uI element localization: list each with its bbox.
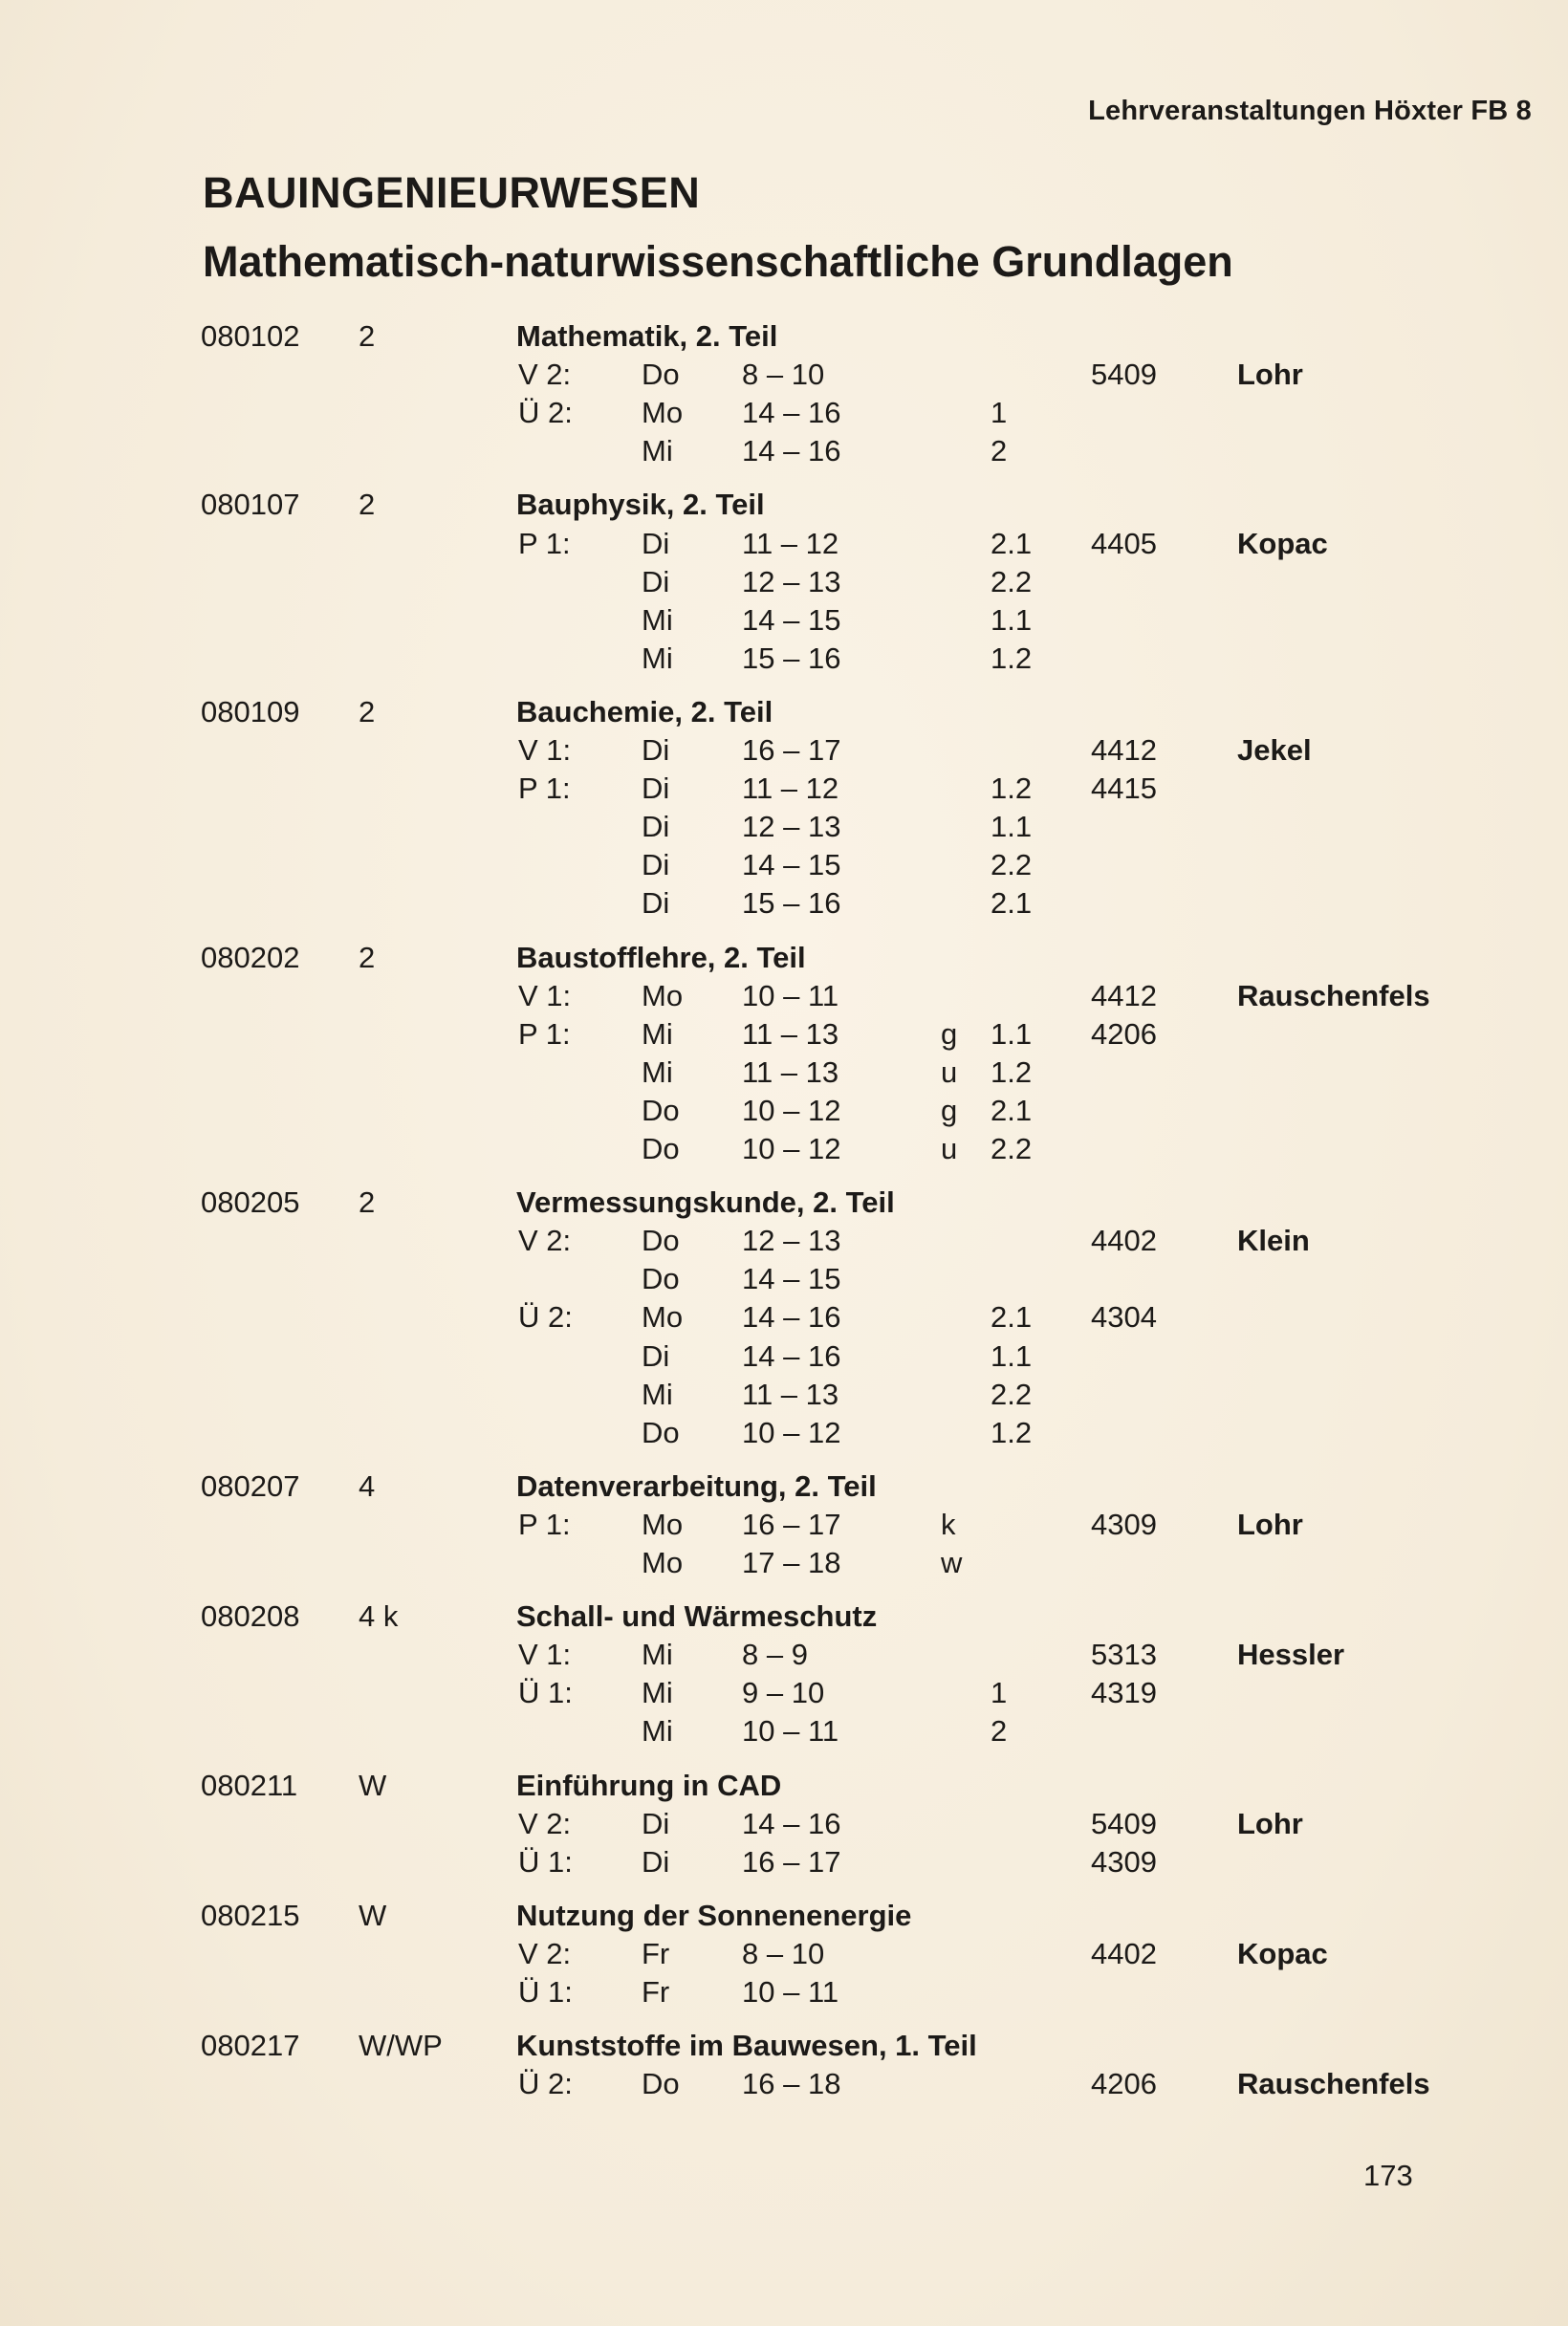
course-title: Vermessungskunde, 2. Teil <box>516 1185 895 1220</box>
session-day: Mi <box>642 434 673 468</box>
session-day: Di <box>642 733 670 767</box>
session-day: Di <box>642 772 670 806</box>
course-header-row <box>0 693 1568 731</box>
session-flag: u <box>941 1054 958 1089</box>
session-group: 2.1 <box>991 526 1033 560</box>
session-room: 4412 <box>1091 733 1157 767</box>
session-time: 14 – 16 <box>742 434 841 468</box>
session-type: V 2: <box>518 358 572 392</box>
session-time: 11 – 12 <box>742 772 839 806</box>
session-time: 14 – 16 <box>742 1806 841 1840</box>
session-time: 10 – 12 <box>742 1093 841 1127</box>
course-title: Mathematik, 2. Teil <box>516 319 778 353</box>
session-row <box>0 846 1568 884</box>
course-header-row <box>0 2027 1568 2065</box>
session-row <box>0 770 1568 808</box>
session-lecturer: Hessler <box>1237 1638 1345 1672</box>
session-type: Ü 2: <box>518 396 573 430</box>
session-row <box>0 601 1568 640</box>
session-room: 5409 <box>1091 1806 1157 1840</box>
session-row <box>0 640 1568 678</box>
session-row <box>0 1544 1568 1582</box>
session-time: 16 – 18 <box>742 2067 841 2101</box>
session-day: Do <box>642 1224 680 1258</box>
course-hours: W/WP <box>359 2029 443 2063</box>
session-type: Ü 1: <box>518 1676 573 1710</box>
course-hours: 2 <box>359 1185 376 1220</box>
session-day: Mo <box>642 1546 684 1579</box>
session-day: Di <box>642 1338 670 1373</box>
session-row <box>0 1376 1568 1414</box>
course-title: Datenverarbeitung, 2. Teil <box>516 1468 877 1503</box>
session-group: 2.1 <box>991 1093 1033 1127</box>
course-header-row <box>0 939 1568 977</box>
session-room: 4309 <box>1091 1507 1157 1541</box>
session-row <box>0 1130 1568 1168</box>
session-room: 4415 <box>1091 772 1157 806</box>
course-header-row <box>0 486 1568 524</box>
session-day: Fr <box>642 1936 670 1970</box>
session-time: 10 – 11 <box>742 1714 839 1749</box>
session-row <box>0 731 1568 770</box>
session-group: 2.1 <box>991 1300 1033 1335</box>
session-type: P 1: <box>518 1016 571 1051</box>
session-group: 1.1 <box>991 1338 1033 1373</box>
course-title: Kunststoffe im Bauwesen, 1. Teil <box>516 2029 977 2063</box>
course-number: 080211 <box>201 1768 298 1802</box>
course-number: 080207 <box>201 1468 300 1503</box>
course-number: 080202 <box>201 940 300 974</box>
session-type: V 1: <box>518 1638 572 1672</box>
session-group: 1 <box>991 1676 1008 1710</box>
session-row <box>0 884 1568 923</box>
course-header-row <box>0 317 1568 356</box>
course-hours: 2 <box>359 940 376 974</box>
session-type: V 2: <box>518 1224 572 1258</box>
course-title: Bauchemie, 2. Teil <box>516 694 773 728</box>
session-time: 17 – 18 <box>742 1546 841 1579</box>
session-lecturer: Lohr <box>1237 1507 1303 1541</box>
session-day: Do <box>642 358 680 392</box>
session-time: 14 – 15 <box>742 602 841 637</box>
session-room: 4304 <box>1091 1300 1157 1335</box>
session-time: 8 – 9 <box>742 1638 808 1672</box>
session-time: 10 – 11 <box>742 1975 839 2009</box>
session-lecturer: Kopac <box>1237 526 1328 560</box>
session-day: Di <box>642 886 670 921</box>
session-day: Do <box>642 2067 680 2101</box>
session-lecturer: Kopac <box>1237 1936 1328 1970</box>
session-type: P 1: <box>518 526 571 560</box>
session-row <box>0 1506 1568 1544</box>
session-row <box>0 394 1568 432</box>
session-type: P 1: <box>518 772 571 806</box>
session-time: 16 – 17 <box>742 1844 841 1879</box>
session-room: 4206 <box>1091 2067 1157 2101</box>
session-time: 10 – 12 <box>742 1415 841 1449</box>
session-group: 2.2 <box>991 1377 1033 1411</box>
course-title: Bauphysik, 2. Teil <box>516 488 765 522</box>
course-hours: 2 <box>359 488 376 522</box>
session-day: Do <box>642 1415 680 1449</box>
course-title: Schall- und Wärmeschutz <box>516 1599 878 1634</box>
session-time: 14 – 16 <box>742 396 841 430</box>
session-row <box>0 1414 1568 1452</box>
session-day: Mo <box>642 396 684 430</box>
session-row <box>0 1843 1568 1881</box>
session-row <box>0 1054 1568 1092</box>
session-time: 10 – 12 <box>742 1132 841 1165</box>
session-group: 1.2 <box>991 1415 1033 1449</box>
session-time: 11 – 13 <box>742 1016 839 1051</box>
course-header-row <box>0 1897 1568 1935</box>
session-row <box>0 808 1568 846</box>
session-group: 2.2 <box>991 564 1033 598</box>
course-number: 080217 <box>201 2029 300 2063</box>
session-time: 16 – 17 <box>742 733 841 767</box>
session-day: Di <box>642 1844 670 1879</box>
session-flag: g <box>941 1016 958 1051</box>
session-lecturer: Jekel <box>1237 733 1312 767</box>
page-subtitle: Mathematisch-naturwissenschaftliche Grundlagen <box>203 237 1233 286</box>
session-time: 14 – 15 <box>742 848 841 882</box>
session-group: 2.2 <box>991 1132 1033 1165</box>
session-room: 4412 <box>1091 978 1157 1012</box>
session-time: 15 – 16 <box>742 641 841 675</box>
session-group: 1.2 <box>991 641 1033 675</box>
session-row <box>0 563 1568 601</box>
session-row <box>0 1015 1568 1054</box>
course-number: 080205 <box>201 1185 300 1220</box>
course-title: Einführung in CAD <box>516 1768 782 1802</box>
session-time: 14 – 15 <box>742 1262 841 1296</box>
course-title: Baustofflehre, 2. Teil <box>516 940 806 974</box>
session-day: Di <box>642 564 670 598</box>
session-row <box>0 1298 1568 1337</box>
session-lecturer: Lohr <box>1237 1806 1303 1840</box>
session-row <box>0 977 1568 1015</box>
session-room: 5409 <box>1091 358 1157 392</box>
session-time: 8 – 10 <box>742 1936 825 1970</box>
session-time: 14 – 16 <box>742 1338 841 1373</box>
session-day: Di <box>642 526 670 560</box>
session-lecturer: Rauschenfels <box>1237 2067 1430 2101</box>
session-time: 11 – 13 <box>742 1377 839 1411</box>
session-group: 2.1 <box>991 886 1033 921</box>
session-time: 8 – 10 <box>742 358 825 392</box>
session-type: V 1: <box>518 733 572 767</box>
session-flag: u <box>941 1132 958 1165</box>
session-day: Do <box>642 1132 680 1165</box>
session-time: 11 – 13 <box>742 1054 839 1089</box>
session-flag: g <box>941 1093 958 1127</box>
session-row <box>0 1092 1568 1130</box>
session-type: V 2: <box>518 1806 572 1840</box>
session-time: 12 – 13 <box>742 1224 841 1258</box>
course-hours: W <box>359 1768 387 1802</box>
course-number: 080215 <box>201 1898 300 1932</box>
session-room: 4405 <box>1091 526 1157 560</box>
session-type: Ü 2: <box>518 2067 573 2101</box>
session-room: 5313 <box>1091 1638 1157 1672</box>
course-hours: W <box>359 1898 387 1932</box>
session-group: 1.1 <box>991 1016 1033 1051</box>
course-header-row <box>0 1184 1568 1222</box>
session-group: 1.1 <box>991 602 1033 637</box>
session-day: Mi <box>642 1377 673 1411</box>
session-group: 1.2 <box>991 772 1033 806</box>
course-hours: 4 k <box>359 1599 399 1634</box>
session-day: Mi <box>642 1016 673 1051</box>
session-row <box>0 1712 1568 1750</box>
session-room: 4402 <box>1091 1224 1157 1258</box>
session-time: 14 – 16 <box>742 1300 841 1335</box>
session-room: 4206 <box>1091 1016 1157 1051</box>
session-time: 10 – 11 <box>742 978 839 1012</box>
session-room: 4309 <box>1091 1844 1157 1879</box>
session-group: 1.1 <box>991 810 1033 844</box>
course-number: 080107 <box>201 488 300 522</box>
course-hours: 2 <box>359 319 376 353</box>
session-day: Mo <box>642 978 684 1012</box>
page-title: BAUINGENIEURWESEN <box>203 168 701 217</box>
session-day: Mi <box>642 1054 673 1089</box>
session-day: Di <box>642 1806 670 1840</box>
session-row <box>0 1674 1568 1712</box>
session-row <box>0 1805 1568 1843</box>
session-group: 1 <box>991 396 1008 430</box>
session-time: 16 – 17 <box>742 1507 841 1541</box>
session-group: 2 <box>991 1714 1008 1749</box>
session-day: Mi <box>642 1638 673 1672</box>
session-row <box>0 525 1568 563</box>
session-day: Di <box>642 810 670 844</box>
session-row <box>0 356 1568 394</box>
session-group: 2 <box>991 434 1008 468</box>
session-row <box>0 1222 1568 1260</box>
session-day: Mi <box>642 1714 673 1749</box>
session-time: 11 – 12 <box>742 526 839 560</box>
session-type: Ü 2: <box>518 1300 573 1335</box>
session-row <box>0 1260 1568 1298</box>
session-day: Mo <box>642 1300 684 1335</box>
session-row <box>0 1636 1568 1674</box>
course-hours: 4 <box>359 1468 376 1503</box>
course-title: Nutzung der Sonnenenergie <box>516 1898 912 1932</box>
session-day: Di <box>642 848 670 882</box>
course-number: 080102 <box>201 319 300 353</box>
session-row <box>0 1337 1568 1376</box>
session-room: 4402 <box>1091 1936 1157 1970</box>
session-lecturer: Rauschenfels <box>1237 978 1430 1012</box>
session-time: 12 – 13 <box>742 810 841 844</box>
session-day: Mo <box>642 1507 684 1541</box>
session-row <box>0 2065 1568 2103</box>
session-time: 9 – 10 <box>742 1676 825 1710</box>
course-hours: 2 <box>359 694 376 728</box>
session-day: Mi <box>642 602 673 637</box>
course-header-row <box>0 1767 1568 1805</box>
session-row <box>0 1973 1568 2011</box>
course-number: 080109 <box>201 694 300 728</box>
session-time: 12 – 13 <box>742 564 841 598</box>
page-number: 173 <box>1363 2159 1413 2192</box>
session-lecturer: Lohr <box>1237 358 1303 392</box>
session-flag: w <box>941 1546 963 1579</box>
session-day: Fr <box>642 1975 670 2009</box>
session-flag: k <box>941 1507 956 1541</box>
session-time: 15 – 16 <box>742 886 841 921</box>
session-day: Do <box>642 1093 680 1127</box>
session-day: Mi <box>642 1676 673 1710</box>
session-type: V 2: <box>518 1936 572 1970</box>
session-type: Ü 1: <box>518 1975 573 2009</box>
session-type: P 1: <box>518 1507 571 1541</box>
course-number: 080208 <box>201 1599 300 1634</box>
running-head: Lehrveranstaltungen Höxter FB 8 <box>1088 96 1532 126</box>
session-row <box>0 432 1568 470</box>
session-type: V 1: <box>518 978 572 1012</box>
session-group: 2.2 <box>991 848 1033 882</box>
session-day: Mi <box>642 641 673 675</box>
session-row <box>0 1935 1568 1973</box>
session-day: Do <box>642 1262 680 1296</box>
session-lecturer: Klein <box>1237 1224 1310 1258</box>
course-header-row <box>0 1598 1568 1636</box>
session-type: Ü 1: <box>518 1844 573 1879</box>
course-header-row <box>0 1467 1568 1506</box>
session-room: 4319 <box>1091 1676 1157 1710</box>
session-group: 1.2 <box>991 1054 1033 1089</box>
